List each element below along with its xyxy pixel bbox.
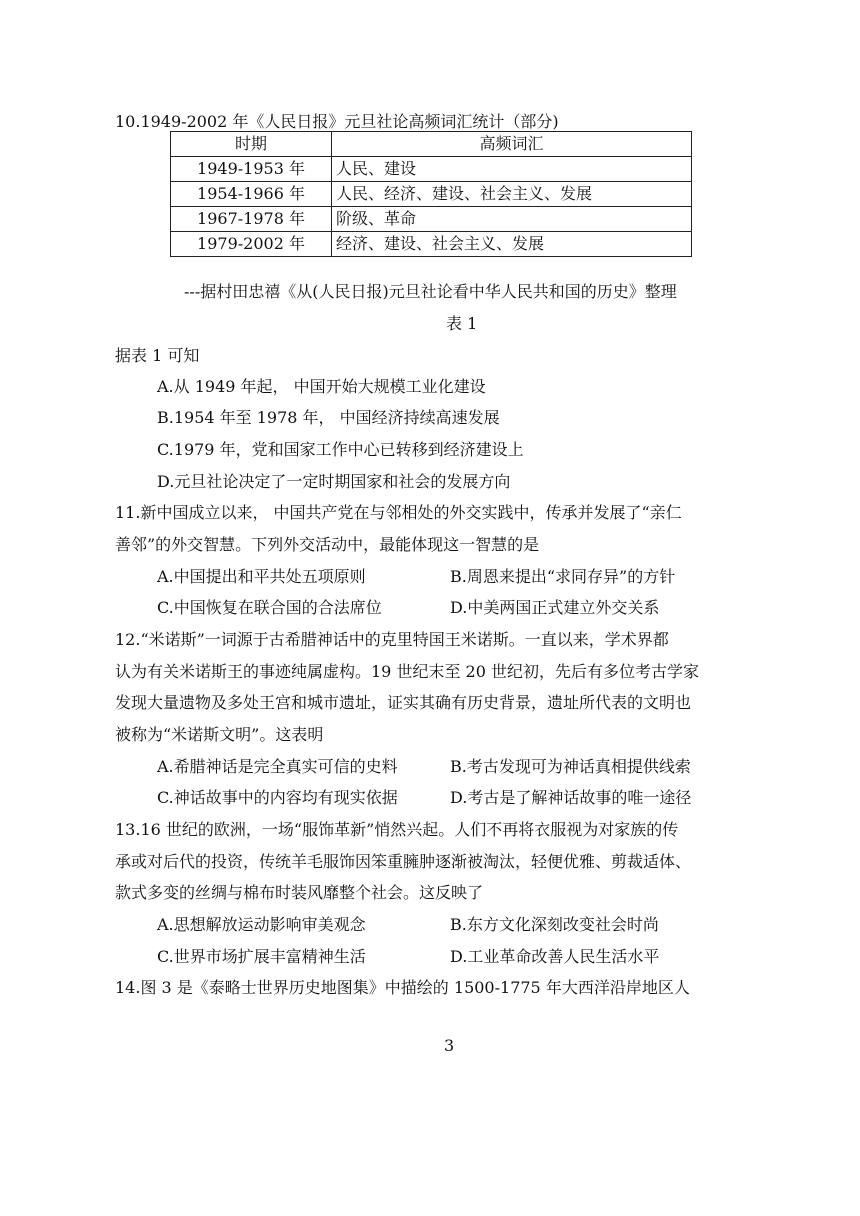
- q11-option-a: A.中国提出和平共处五项原则: [157, 567, 366, 586]
- table-cell-words: 人民、建设: [332, 157, 692, 182]
- q12-option-d: D.考古是了解神话故事的唯一途径: [450, 788, 692, 807]
- q13-option-c: C.世界市场扩展丰富精神生活: [157, 947, 366, 966]
- table-header-row: [171, 132, 692, 157]
- table-row: [171, 157, 692, 182]
- q13-option-d: D.工业革命改善人民生活水平: [450, 947, 660, 966]
- table-cell-words: 经济、建设、社会主义、发展: [332, 232, 692, 257]
- q10-title: 10.1949-2002 年《人民日报》元旦社论高频词汇统计（部分): [115, 112, 559, 131]
- q11-option-c: C.中国恢复在联合国的合法席位: [157, 598, 382, 617]
- q12-stem-line: 12.“米诺斯”一词源于古希腊神话中的克里特国王米诺斯。一直以来，学术界都: [115, 630, 669, 649]
- page-number: 3: [444, 1036, 455, 1055]
- table-header-words: 高频词汇: [332, 132, 692, 157]
- q13-stem-line: 款式多变的丝绸与棉布时装风靡整个社会。这反映了: [115, 883, 484, 902]
- q13-option-b: B.东方文化深刻改变社会时尚: [450, 915, 659, 934]
- q12-stem-line: 发现大量遗物及多处王宫和城市遗址，证实其确有历史背景，遗址所代表的文明也: [115, 693, 692, 712]
- table-cell-period: 1949-1953 年: [171, 157, 332, 182]
- table-cell-period: 1979-2002 年: [171, 232, 332, 257]
- frequency-table: [170, 131, 692, 257]
- table-cell-period: 1967-1978 年: [171, 207, 332, 232]
- table-source: ---据村田忠禧《从(人民日报)元旦社论看中华人民共和国的历史》整理: [184, 282, 677, 301]
- table-row: [171, 232, 692, 257]
- table-cell-words: 阶级、革命: [332, 207, 692, 232]
- q10-option-b: B.1954 年至 1978 年， 中国经济持续高速发展: [157, 408, 500, 427]
- q13-option-a: A.思想解放运动影响审美观念: [157, 915, 366, 934]
- q13-stem-line: 承或对后代的投资，传统羊毛服饰因笨重臃肿逐渐被淘汰，轻便优雅、剪裁适体、: [115, 852, 692, 871]
- q12-option-a: A.希腊神话是完全真实可信的史料: [157, 757, 398, 776]
- q12-option-c: C.神话故事中的内容均有现实依据: [157, 788, 398, 807]
- table-cell-words: 人民、经济、建设、社会主义、发展: [332, 182, 692, 207]
- q12-stem-line: 认为有关米诺斯王的事迹纯属虚构。19 世纪末至 20 世纪初，先后有多位考古学家: [115, 662, 699, 681]
- q10-stem: 据表 1 可知: [115, 346, 200, 365]
- q10-option-a: A.从 1949 年起， 中国开始大规模工业化建设: [157, 377, 486, 396]
- q11-option-b: B.周恩来提出“求同存异”的方针: [450, 567, 676, 586]
- q11-option-d: D.中美两国正式建立外交关系: [450, 598, 660, 617]
- q10-option-d: D.元旦社论决定了一定时期国家和社会的发展方向: [157, 472, 511, 491]
- q12-option-b: B.考古发现可为神话真相提供线索: [450, 757, 691, 776]
- table-row: [171, 182, 692, 207]
- q13-stem-line: 13.16 世纪的欧洲，一场“服饰革新”悄然兴起。人们不再将衣服视为对家族的传: [115, 820, 679, 839]
- q11-stem-line: 11.新中国成立以来， 中国共产党在与邻相处的外交实践中，传承并发展了“亲仁: [115, 503, 682, 522]
- q11-stem-line: 善邻”的外交智慧。下列外交活动中，最能体现这一智慧的是: [115, 535, 540, 554]
- q10-option-c: C.1979 年，党和国家工作中心已转移到经济建设上: [157, 440, 524, 459]
- table-row: [171, 207, 692, 232]
- q14-stem-line: 14.图 3 是《泰略士世界历史地图集》中描绘的 1500-1775 年大西洋沿岸地区人: [115, 978, 690, 997]
- table-header-period: 时期: [171, 132, 332, 157]
- table-cell-period: 1954-1966 年: [171, 182, 332, 207]
- table-caption: 表 1: [446, 314, 478, 333]
- q12-stem-line: 被称为“米诺斯文明”。这表明: [115, 725, 324, 744]
